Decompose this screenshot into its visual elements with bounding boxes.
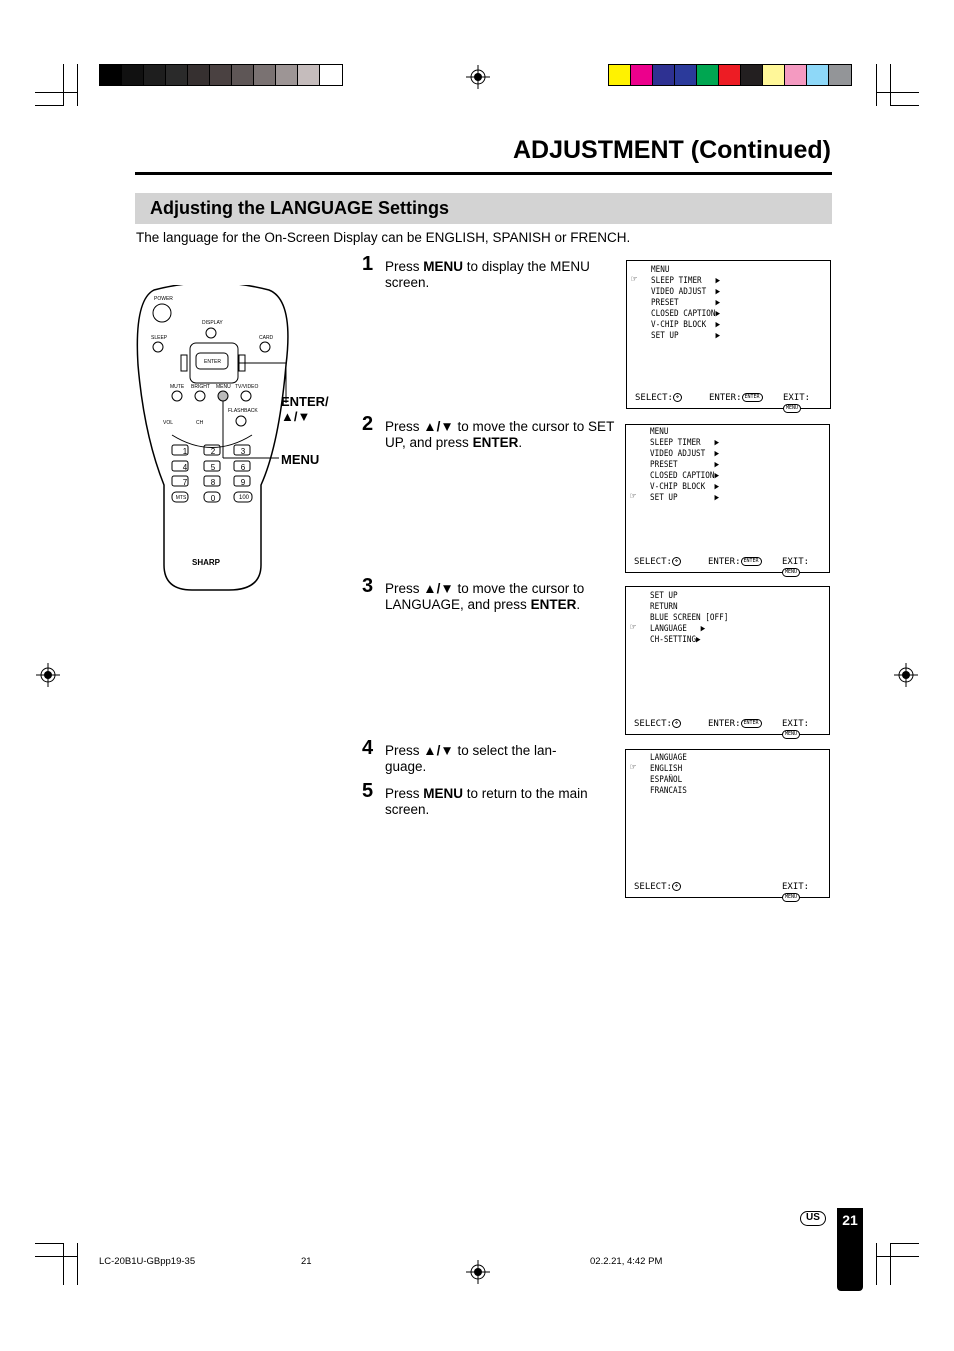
color-swatch <box>763 65 785 85</box>
osd-item: CH-SETTING▶ <box>650 635 701 645</box>
remote-key: 2 <box>210 447 216 456</box>
registration-mark-icon <box>36 663 60 687</box>
osd-item: PRESET ▶ <box>650 460 720 470</box>
crop-mark <box>35 1243 63 1244</box>
color-swatch <box>807 65 829 85</box>
osd-item: V-CHIP BLOCK ▶ <box>650 482 720 492</box>
remote-display-label: DISPLAY <box>202 320 223 326</box>
osd-item: PRESET ▶ <box>651 298 721 308</box>
color-swatch <box>188 65 210 85</box>
step-text: Press ▲/▼ to move the cursor to SET UP, and press ENTER. <box>385 419 615 450</box>
color-swatch <box>653 65 675 85</box>
osd-select-label: SELECT: <box>635 393 673 403</box>
remote-key: 8 <box>210 478 216 487</box>
crop-mark <box>63 1243 64 1285</box>
crop-mark <box>877 92 919 93</box>
osd-footer <box>634 882 823 900</box>
osd-item: CLOSED CAPTION▶ <box>651 309 721 319</box>
section-header <box>135 193 832 224</box>
crop-mark <box>890 1243 919 1244</box>
osd-select-label: SELECT: <box>634 557 672 567</box>
osd-item: ENGLISH <box>650 764 683 774</box>
remote-key: 3 <box>240 447 246 456</box>
remote-key: 100 <box>238 495 249 501</box>
footer-file-code: LC-20B1U-GBpp19-35 <box>99 1256 196 1267</box>
color-swatch <box>100 65 122 85</box>
color-swatch <box>697 65 719 85</box>
osd-enter-label: ENTER: <box>708 557 741 567</box>
remote-key: MTS <box>175 495 187 501</box>
step-number: 4 <box>362 737 374 759</box>
color-swatch <box>298 65 320 85</box>
registration-mark-icon <box>466 65 490 89</box>
remote-key: 1 <box>182 447 188 456</box>
registration-mark-icon <box>466 1260 490 1284</box>
enter-chip: ENTER <box>741 719 762 728</box>
crop-mark <box>876 1243 877 1285</box>
osd-exit-label: EXIT: <box>782 557 810 567</box>
cursor-hand-icon: ☞ <box>630 491 637 502</box>
crop-mark <box>35 105 63 106</box>
color-swatch <box>254 65 276 85</box>
page-title: ADJUSTMENT (Continued) <box>512 136 831 164</box>
menu-chip: MENU <box>782 730 800 739</box>
color-swatch <box>719 65 741 85</box>
callout-enter: ENTER/ <box>281 394 329 409</box>
step-text: Press ▲/▼ to move the cursor to LANGUAGE, and press ENTER. <box>385 581 585 612</box>
osd-item: SET UP <box>650 591 678 601</box>
enter-chip: ENTER <box>742 393 763 402</box>
remote-key: 0 <box>210 494 216 503</box>
osd-footer <box>634 557 823 575</box>
osd-item: SET UP ▶ <box>650 493 720 503</box>
cursor-hand-icon: ☞ <box>630 622 637 633</box>
color-swatch <box>320 65 342 85</box>
step-text: Press MENU to display the MENU screen. <box>385 259 590 290</box>
cross-pad-icon: ✥ <box>672 719 681 728</box>
crop-mark <box>890 1243 891 1285</box>
remote-enter-label: ENTER <box>204 359 221 365</box>
color-swatch <box>232 65 254 85</box>
intro-text: The language for the On-Screen Display can be ENGLISH, SPANISH or FRENCH. <box>136 230 631 245</box>
cross-pad-icon: ✥ <box>672 882 681 891</box>
osd-title: MENU <box>650 427 669 437</box>
menu-chip: MENU <box>783 404 801 413</box>
step-text: Press ▲/▼ to select the lan-guage. <box>385 743 557 774</box>
remote-key: 4 <box>182 463 188 472</box>
remote-mute-label: MUTE <box>170 384 185 390</box>
page-number: 21 <box>842 1212 858 1228</box>
color-swatch <box>609 65 631 85</box>
osd-item: VIDEO ADJUST ▶ <box>650 449 720 459</box>
step-number: 2 <box>362 413 374 435</box>
cross-pad-icon: ✥ <box>672 557 681 566</box>
crop-mark <box>63 64 64 106</box>
color-swatch <box>166 65 188 85</box>
cursor-hand-icon: ☞ <box>630 762 637 773</box>
title-rule <box>135 172 832 175</box>
remote-flashback-label: FLASHBACK <box>228 408 258 414</box>
remote-power-label: POWER <box>154 296 173 302</box>
crop-mark <box>35 1256 77 1257</box>
remote-key: 6 <box>240 463 246 472</box>
step-number: 3 <box>362 575 374 597</box>
remote-key: 7 <box>182 478 188 487</box>
osd-enter-label: ENTER: <box>708 719 741 729</box>
step-number: 1 <box>362 253 374 275</box>
remote-key: 5 <box>210 463 216 472</box>
osd-item: FRANCAIS <box>650 786 687 796</box>
crop-mark <box>876 64 877 106</box>
osd-select-label: SELECT: <box>634 719 672 729</box>
step-number: 5 <box>362 780 374 802</box>
remote-menu-label: MENU <box>216 384 231 390</box>
color-swatch <box>144 65 166 85</box>
section-title: Adjusting the LANGUAGE Settings <box>150 198 449 218</box>
page-number-tab <box>837 1208 863 1291</box>
osd-item: LANGUAGE <box>650 753 687 763</box>
footer-page: 21 <box>301 1256 312 1267</box>
remote-vol-label: VOL <box>163 420 174 426</box>
osd-exit-label: EXIT: <box>783 393 811 403</box>
remote-bright-label: BRIGHT <box>191 384 210 390</box>
remote-control-illustration <box>134 285 354 595</box>
osd-menu-screen <box>626 260 831 409</box>
osd-title: MENU <box>651 265 670 275</box>
crop-mark <box>890 105 919 106</box>
color-swatch <box>829 65 851 85</box>
crop-mark <box>890 64 891 106</box>
enter-chip: ENTER <box>741 557 762 566</box>
osd-item: CLOSED CAPTION▶ <box>650 471 720 481</box>
osd-item: SET UP ▶ <box>651 331 721 341</box>
footer-date: 02.2.21, 4:42 PM <box>590 1256 663 1267</box>
remote-key: 9 <box>240 478 246 487</box>
osd-item: LANGUAGE ▶ <box>650 624 706 634</box>
osd-enter-label: ENTER: <box>709 393 742 403</box>
remote-tvvideo-label: TV/VIDEO <box>235 384 259 390</box>
osd-setup-screen <box>625 586 830 735</box>
color-swatch <box>785 65 807 85</box>
osd-item: RETURN <box>650 602 678 612</box>
remote-brand-logo: SHARP <box>192 558 221 567</box>
color-swatch <box>276 65 298 85</box>
osd-language-screen <box>625 749 830 898</box>
color-swatch <box>210 65 232 85</box>
callout-arrows: ▲/▼ <box>281 409 311 424</box>
color-swatch <box>122 65 144 85</box>
step-text: Press MENU to return to the main screen. <box>385 786 588 817</box>
remote-sleep-label: SLEEP <box>151 335 168 341</box>
osd-item: ESPAÑOL <box>650 775 683 785</box>
color-swatch <box>675 65 697 85</box>
crop-mark <box>35 92 77 93</box>
crop-mark <box>77 64 78 106</box>
cursor-hand-icon: ☞ <box>631 274 638 285</box>
remote-ch-label: CH <box>196 420 204 426</box>
remote-card-label: CARD <box>259 335 274 341</box>
osd-exit-label: EXIT: <box>782 882 810 892</box>
grayscale-color-bar <box>99 64 343 86</box>
callout-menu: MENU <box>281 452 320 467</box>
osd-item: SLEEP TIMER ▶ <box>651 276 721 286</box>
osd-footer <box>635 393 824 411</box>
process-color-bar <box>608 64 852 86</box>
osd-footer <box>634 719 823 737</box>
registration-mark-icon <box>894 663 918 687</box>
menu-chip: MENU <box>782 893 800 902</box>
menu-chip: MENU <box>782 568 800 577</box>
color-swatch <box>631 65 653 85</box>
region-badge: US <box>800 1211 826 1226</box>
osd-menu-screen <box>625 424 830 573</box>
osd-item: SLEEP TIMER ▶ <box>650 438 720 448</box>
osd-item: BLUE SCREEN [OFF] <box>650 613 729 623</box>
osd-item: V-CHIP BLOCK ▶ <box>651 320 721 330</box>
osd-exit-label: EXIT: <box>782 719 810 729</box>
crop-mark <box>77 1243 78 1285</box>
osd-select-label: SELECT: <box>634 882 672 892</box>
cross-pad-icon: ✥ <box>673 393 682 402</box>
color-swatch <box>741 65 763 85</box>
crop-mark <box>877 1256 919 1257</box>
osd-item: VIDEO ADJUST ▶ <box>651 287 721 297</box>
